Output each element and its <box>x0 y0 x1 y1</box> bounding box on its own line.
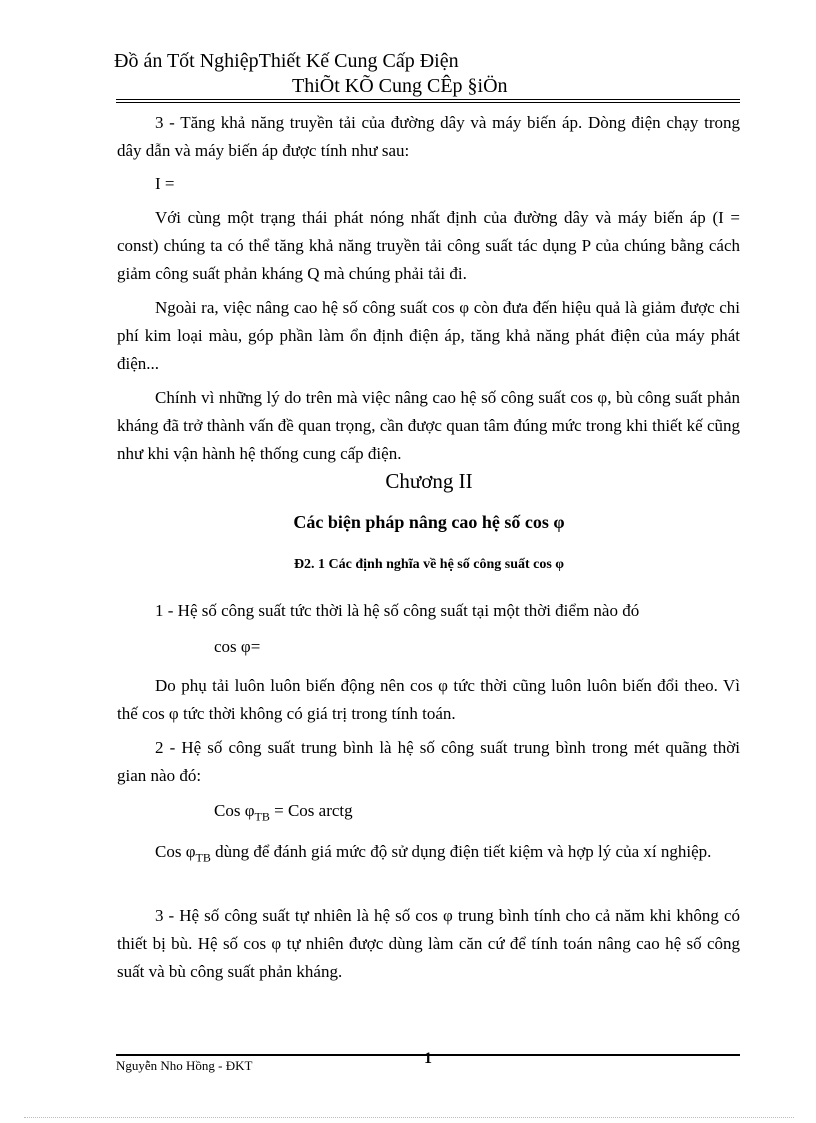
formula-cos-tb <box>214 801 353 824</box>
header-rule-thin <box>116 102 740 103</box>
paragraph-1: 3 - Tăng khả năng truyền tải của đường dây và máy biến áp. Dòng điện chạy trong dây dẫn và máy biến áp được tính như sau: <box>117 113 740 160</box>
header-encoded-title: ThiÕt KÕ Cung CÊp §iÖn <box>292 75 508 97</box>
formula-cos: cos φ= <box>214 637 261 656</box>
paragraph-3: Ngoài ra, việc nâng cao hệ số công suất cos φ còn đưa đến hiệu quả là giảm được chi phí kim loại màu, góp phần làm ổn định điện áp, tăng khả năng phát điện của máy phát điện... <box>117 298 740 373</box>
paragraph-6: 2 - Hệ số công suất trung bình là hệ số công suất trung bình trong mét quãng thời gian nào đó: <box>117 738 740 785</box>
footer-author: Nguyễn Nho Hồng - ĐKT <box>116 1058 253 1073</box>
formula-current: I = <box>155 174 175 193</box>
paragraph-4: Chính vì những lý do trên mà việc nâng cao hệ số công suất cos φ, bù công suất phản kháng đã trở thành vấn đề quan trọng, cần được quan tâm đúng mức trong khi thiết kế cũng như khi vận hành hệ thống cung cấp điện. <box>117 388 740 463</box>
section-heading: Đ2. 1 Các định nghĩa về hệ số công suất cos φ <box>293 557 565 572</box>
paragraph-7-prefix: Cos φ <box>155 842 196 861</box>
header-title: Đồ án Tốt NghiệpThiết Kế Cung Cấp Điện <box>114 50 459 72</box>
paragraph-7 <box>117 838 740 871</box>
chapter-heading: Chương II <box>385 469 473 493</box>
item-1: 1 - Hệ số công suất tức thời là hệ số công suất tại một thời điểm nào đó <box>155 601 640 620</box>
paragraph-7-text: dùng để đánh giá mức độ sử dụng điện tiết kiệm và hợp lý của xí nghiệp. <box>210 842 712 861</box>
formula-cos-tb-suffix: = Cos arctg <box>269 801 353 820</box>
paragraph-7-subscript: TB <box>195 850 211 865</box>
chapter-title: Các biện pháp nâng cao hệ số cos φ <box>293 512 565 532</box>
formula-cos-tb-subscript: TB <box>254 809 270 824</box>
paragraph-2: Với cùng một trạng thái phát nóng nhất định của đường dây và máy biến áp (I = const) chúng ta có thể tăng khả năng truyền tải công suất tác dụng P của chúng bằng cách giảm công suất phản kháng Q mà chúng phải tải đi. <box>117 208 740 283</box>
paragraph-5: Do phụ tải luôn luôn biến động nên cos φ tức thời cũng luôn luôn biến đổi theo. Vì thế cos φ tức thời không có giá trị trong tính toán. <box>117 676 740 723</box>
formula-cos-tb-prefix: Cos φ <box>214 801 255 820</box>
page-edge-divider <box>24 1117 794 1118</box>
header-rule-thick <box>116 99 740 100</box>
paragraph-8: 3 - Hệ số công suất tự nhiên là hệ số cos φ trung bình tính cho cả năm khi không có thiết bị bù. Hệ số cos φ tự nhiên được dùng làm căn cứ để tính toán nâng cao hệ số công suất và bù công suất phản kháng. <box>117 906 740 981</box>
page-number: 1 <box>424 1050 432 1067</box>
